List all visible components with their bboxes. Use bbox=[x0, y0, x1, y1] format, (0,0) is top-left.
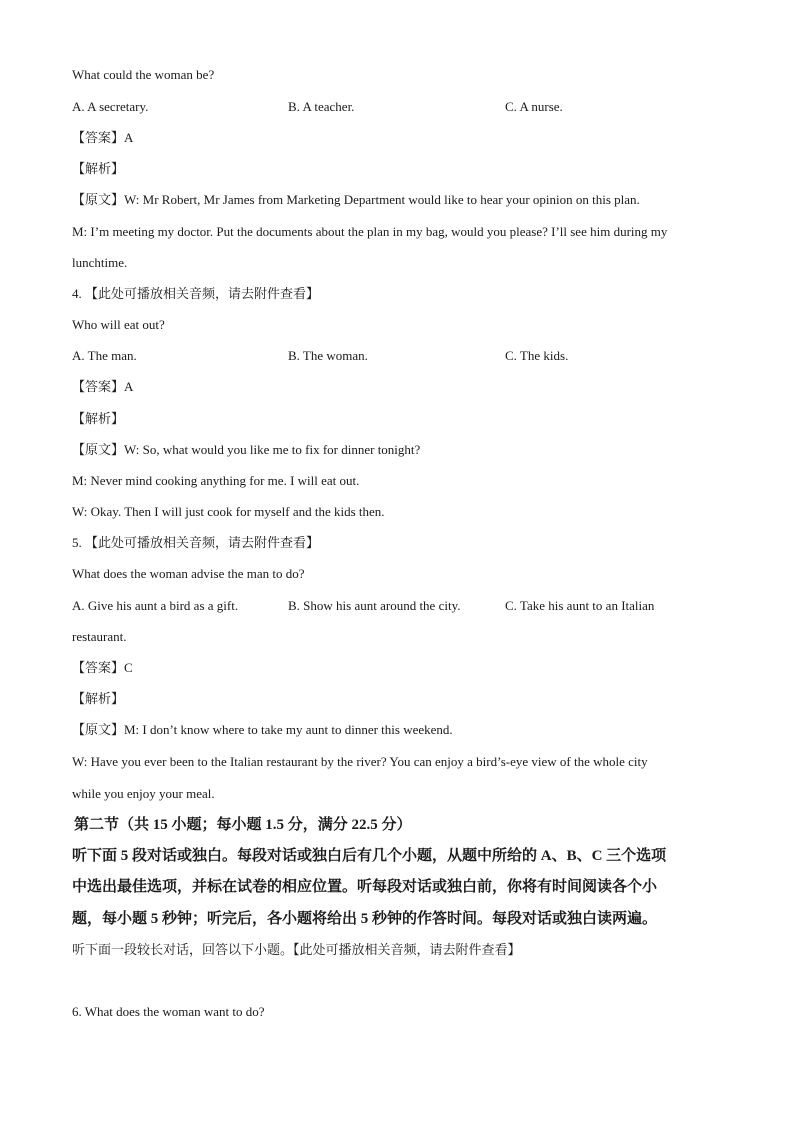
q3-option-b: B. A teacher. bbox=[288, 99, 355, 114]
q3-question: What could the woman be? bbox=[72, 67, 215, 82]
q5-script-line-3: while you enjoy your meal. bbox=[72, 786, 215, 801]
q5-question: What does the woman advise the man to do? bbox=[72, 566, 305, 581]
q6-question: 6. What does the woman want to do? bbox=[72, 1004, 265, 1019]
q5-option-c: C. Take his aunt to an Italian bbox=[505, 598, 655, 613]
q3-analysis-label: 【解析】 bbox=[72, 161, 125, 176]
q3-option-c: C. A nurse. bbox=[505, 99, 563, 114]
q5-header: 5. 【此处可播放相关音频，请去附件查看】 bbox=[72, 535, 320, 550]
q4-answer: 【答案】A bbox=[72, 379, 134, 394]
q5-answer: 【答案】C bbox=[72, 660, 133, 675]
q3-answer: 【答案】A bbox=[72, 130, 134, 145]
q4-option-a: A. The man. bbox=[72, 348, 137, 363]
q4-script-line-2: M: Never mind cooking anything for me. I will eat out. bbox=[72, 473, 360, 488]
q4-script-line-1: 【原文】W: So, what would you like me to fix for dinner tonight? bbox=[72, 442, 421, 457]
q5-option-b: B. Show his aunt around the city. bbox=[288, 598, 461, 613]
q5-option-a: A. Give his aunt a bird as a gift. bbox=[72, 598, 239, 613]
q4-script-line-3: W: Okay. Then I will just cook for myself and the kids then. bbox=[72, 504, 385, 519]
q4-header: 4. 【此处可播放相关音频，请去附件查看】 bbox=[72, 286, 320, 301]
q5-option-c-continued: restaurant. bbox=[72, 629, 127, 644]
q3-option-a: A. A secretary. bbox=[72, 99, 149, 114]
section2-instruction-line-2: 中选出最佳选项，并标在试卷的相应位置。听每段对话或独白前，你将有时间阅读各个小 bbox=[72, 879, 658, 895]
q4-option-c: C. The kids. bbox=[505, 348, 569, 363]
q3-script-line-3: lunchtime. bbox=[72, 255, 128, 270]
section2-instruction-line-3: 题，每小题 5 秒钟；听完后，各小题将给出 5 秒钟的作答时间。每段对话或独白读两遍。 bbox=[72, 911, 658, 927]
q4-analysis-label: 【解析】 bbox=[72, 411, 125, 426]
q5-analysis-label: 【解析】 bbox=[72, 691, 125, 706]
q3-script-line-1: 【原文】W: Mr Robert, Mr James from Marketing Department would like to hear your opinion on this plan. bbox=[72, 192, 640, 207]
section2-instruction-line-1: 听下面 5 段对话或独白。每段对话或独白后有几个小题，从题中所给的 A、B、C 三个选项 bbox=[72, 848, 667, 864]
section2-lead: 听下面一段较长对话，回答以下小题。【此处可播放相关音频，请去附件查看】 bbox=[72, 942, 521, 957]
q4-option-b: B. The woman. bbox=[288, 348, 368, 363]
q3-script-line-2: M: I’m meeting my doctor. Put the documents about the plan in my bag, would you please? I’ll see him during my bbox=[72, 224, 668, 239]
q4-question: Who will eat out? bbox=[72, 317, 165, 332]
q5-script-line-2: W: Have you ever been to the Italian restaurant by the river? You can enjoy a bird’s-eye view of the whole city bbox=[72, 754, 648, 769]
q5-script-line-1: 【原文】M: I don’t know where to take my aunt to dinner this weekend. bbox=[72, 722, 453, 737]
section2-title: 第二节（共 15 小题；每小题 1.5 分，满分 22.5 分） bbox=[74, 817, 412, 833]
